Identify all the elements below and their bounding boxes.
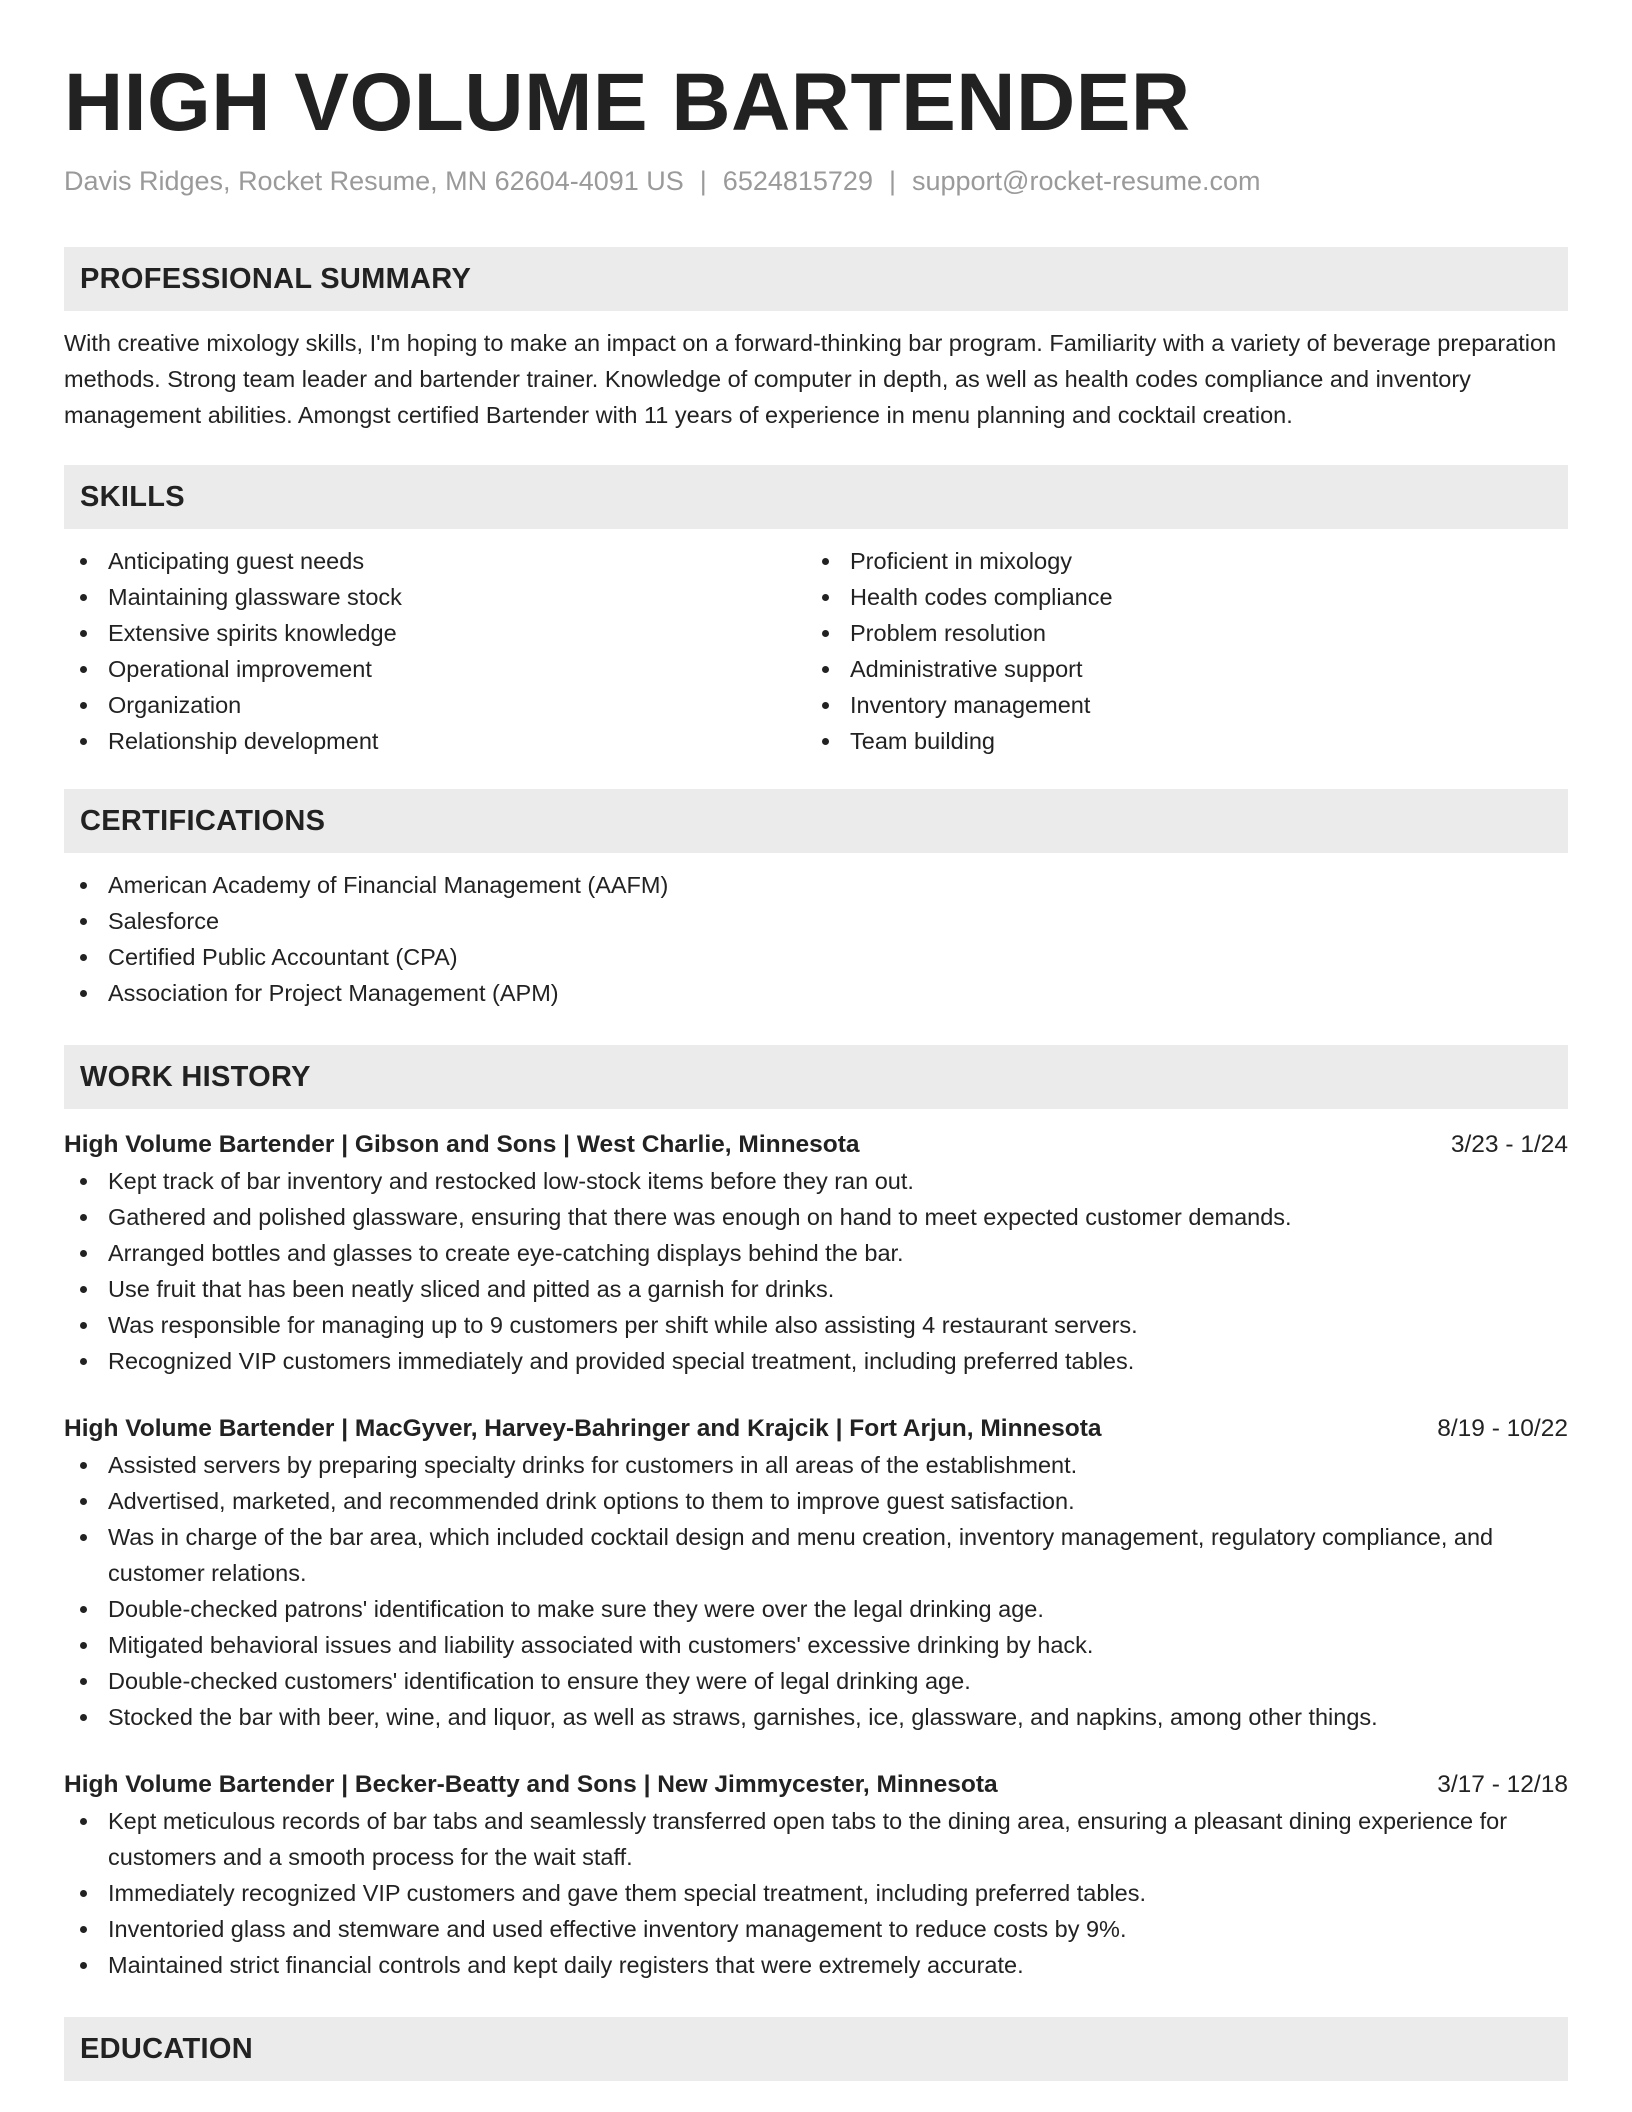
skill-item: Organization	[64, 687, 806, 723]
summary-text: With creative mixology skills, I'm hoping to make an impact on a forward-thinking bar program. Familiarity with a variety of beverage preparation methods. Strong team leader and bartender trainer. Knowledge of computer in depth, as well as health codes compliance and inventory management abilities. Amongst certified Bartender with 11 years of experience in menu planning and cocktail creation.	[64, 330, 1557, 428]
job-title: High Volume Bartender | Becker-Beatty and Sons | New Jimmycester, Minnesota	[64, 1771, 998, 1798]
job-duty: Mitigated behavioral issues and liability associated with customers' excessive drinking by hack.	[64, 1627, 1568, 1663]
job-header	[64, 1411, 1568, 1447]
skill-item: Maintaining glassware stock	[64, 579, 806, 615]
certification-item: Salesforce	[64, 903, 1568, 939]
job-duty: Recognized VIP customers immediately and provided special treatment, including preferred tables.	[64, 1343, 1568, 1379]
summary-heading: PROFESSIONAL SUMMARY	[64, 247, 1568, 311]
job-duty: Stocked the bar with beer, wine, and liquor, as well as straws, garnishes, ice, glassware, and napkins, among other things.	[64, 1699, 1568, 1735]
job-header	[64, 1767, 1568, 1803]
job-dates: 3/17 - 12/18	[1437, 1771, 1568, 1798]
skills-list	[64, 543, 1568, 759]
skill-item: Operational improvement	[64, 651, 806, 687]
candidate-name: HIGH VOLUME BARTENDER	[64, 57, 1191, 148]
contact-separator: |	[699, 166, 707, 196]
job-duties-list	[64, 1163, 1568, 1379]
job-duty: Advertised, marketed, and recommended drink options to them to improve guest satisfaction.	[64, 1483, 1568, 1519]
job-duty: Kept meticulous records of bar tabs and seamlessly transferred open tabs to the dining area, ensuring a pleasant dining experience for customers and a smooth process for the wait staff.	[64, 1803, 1568, 1875]
education-heading: EDUCATION	[64, 2017, 1568, 2081]
job-dates: 8/19 - 10/22	[1437, 1415, 1568, 1442]
job-dates: 3/23 - 1/24	[1450, 1131, 1568, 1158]
certifications-heading: CERTIFICATIONS	[64, 789, 1568, 853]
skill-item: Anticipating guest needs	[64, 543, 806, 579]
job-duty: Double-checked customers' identification to ensure they were of legal drinking age.	[64, 1663, 1568, 1699]
job-duty: Was in charge of the bar area, which included cocktail design and menu creation, inventory management, regulatory compliance, and customer relations.	[64, 1519, 1568, 1591]
job-duties-list	[64, 1803, 1568, 1983]
job-duty: Assisted servers by preparing specialty drinks for customers in all areas of the establishment.	[64, 1447, 1568, 1483]
skill-item: Team building	[806, 723, 1548, 759]
certifications-list	[64, 867, 1568, 1011]
work-history-heading: WORK HISTORY	[64, 1045, 1568, 1109]
job-title: High Volume Bartender | Gibson and Sons | West Charlie, Minnesota	[64, 1131, 860, 1158]
job-duties-list	[64, 1447, 1568, 1735]
job-duty: Maintained strict financial controls and kept daily registers that were extremely accurate.	[64, 1947, 1568, 1983]
skills-column-right	[806, 543, 1548, 759]
phone-number: 6524815729	[722, 166, 873, 196]
job-duty: Was responsible for managing up to 9 customers per shift while also assisting 4 restaurant servers.	[64, 1307, 1568, 1343]
job-duty: Gathered and polished glassware, ensuring that there was enough on hand to meet expected customer demands.	[64, 1199, 1568, 1235]
job-duty: Double-checked patrons' identification to make sure they were over the legal drinking age.	[64, 1591, 1568, 1627]
contact-separator: |	[888, 166, 896, 196]
job-duty: Kept track of bar inventory and restocked low-stock items before they ran out.	[64, 1163, 1568, 1199]
job-duty: Arranged bottles and glasses to create eye-catching displays behind the bar.	[64, 1235, 1568, 1271]
contact-line	[64, 166, 1568, 197]
certification-item: American Academy of Financial Management (AAFM)	[64, 867, 1568, 903]
skill-item: Inventory management	[806, 687, 1548, 723]
skills-column-left	[64, 543, 806, 759]
skill-item: Problem resolution	[806, 615, 1548, 651]
job-duty: Inventoried glass and stemware and used effective inventory management to reduce costs by 9%.	[64, 1911, 1568, 1947]
email-address: support@rocket-resume.com	[911, 166, 1261, 196]
skill-item: Health codes compliance	[806, 579, 1548, 615]
skill-item: Administrative support	[806, 651, 1548, 687]
job-duty: Use fruit that has been neatly sliced and pitted as a garnish for drinks.	[64, 1271, 1568, 1307]
skill-item: Proficient in mixology	[806, 543, 1548, 579]
skill-item: Extensive spirits knowledge	[64, 615, 806, 651]
certification-item: Certified Public Accountant (CPA)	[64, 939, 1568, 975]
skill-item: Relationship development	[64, 723, 806, 759]
job-header	[64, 1127, 1568, 1163]
job-title: High Volume Bartender | MacGyver, Harvey-Bahringer and Krajcik | Fort Arjun, Minnesota	[64, 1415, 1102, 1442]
resume-page	[64, 0, 1568, 2081]
skills-heading: SKILLS	[64, 465, 1568, 529]
job-duty: Immediately recognized VIP customers and gave them special treatment, including preferred tables.	[64, 1875, 1568, 1911]
address: Davis Ridges, Rocket Resume, MN 62604-4091 US	[64, 166, 684, 196]
certification-item: Association for Project Management (APM)	[64, 975, 1568, 1011]
